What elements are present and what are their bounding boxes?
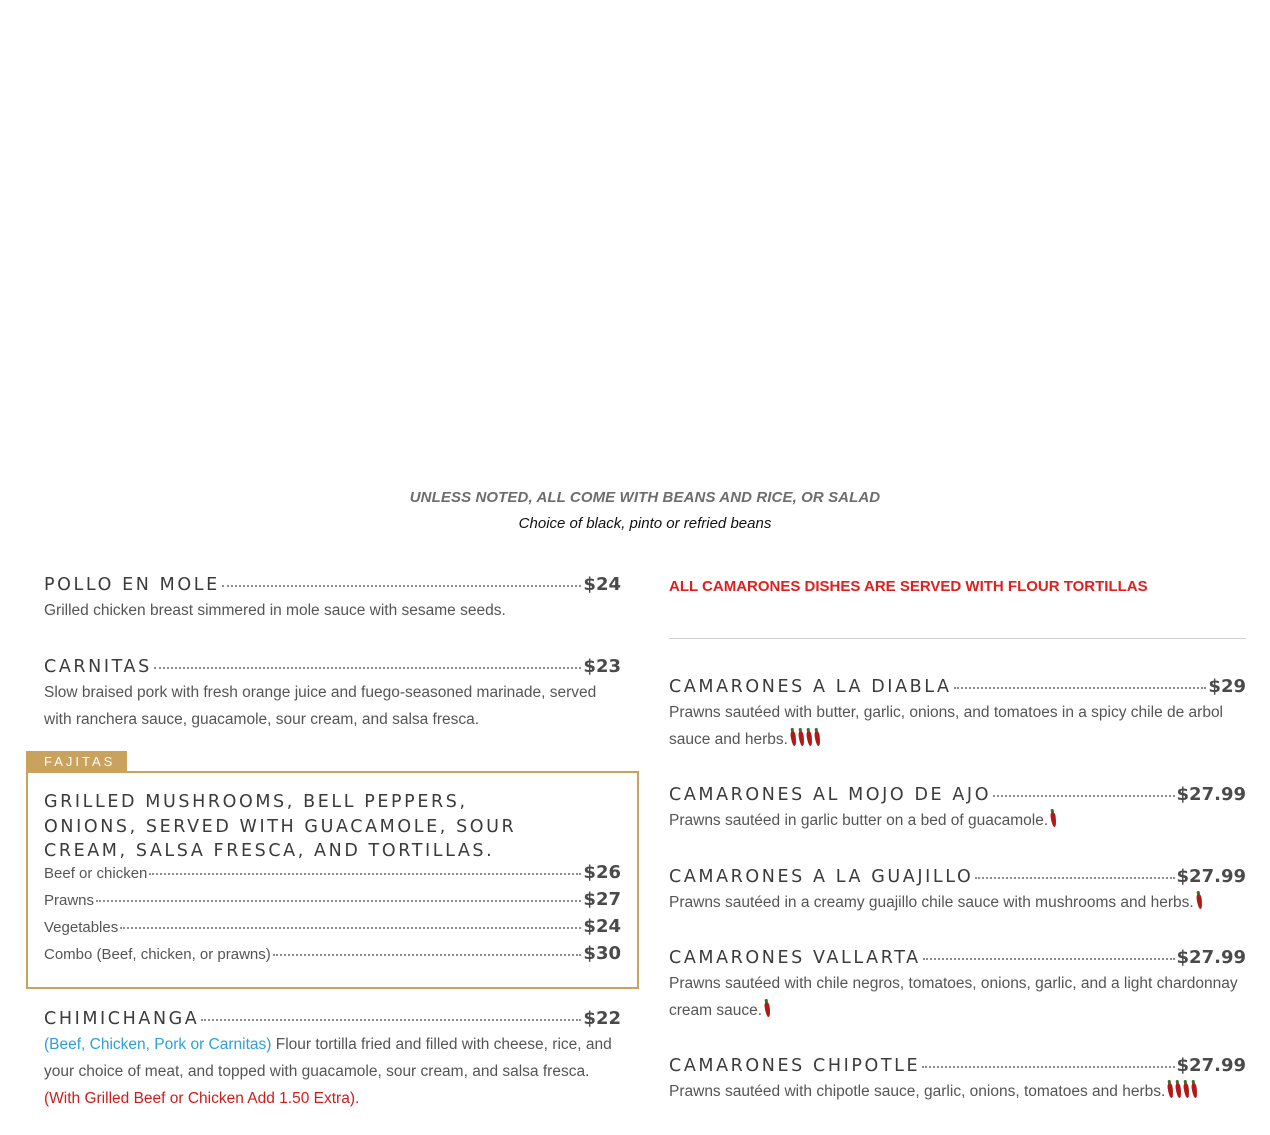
chili-pepper-icon	[798, 731, 805, 747]
dot-leader	[120, 927, 581, 929]
dot-leader	[96, 900, 581, 902]
item-price: $29	[1208, 676, 1246, 697]
menu-item-camarones-diabla	[669, 676, 1246, 753]
description-text: Prawns sautéed with butter, garlic, onions, and tomatoes in a spicy chile de arbol sauce and herbs.	[669, 704, 1224, 748]
fajitas-title: GRILLED MUSHROOMS, BELL PEPPERS, ONIONS, SERVED WITH GUACAMOLE, SOUR CREAM, SALSA FRESCA, AND TORTILLAS.	[44, 792, 517, 861]
dot-leader	[975, 877, 1174, 879]
dot-leader	[222, 585, 582, 587]
menu-item-chimichanga	[44, 1008, 621, 1112]
item-description: Slow braised pork with fresh orange juice and fuego-seasoned marinade, served with ranchera sauce, guacamole, sour cream, and salsa fresca.	[44, 684, 597, 728]
menu-item-carnitas	[44, 656, 621, 733]
spice-level	[1048, 812, 1056, 829]
item-name: CAMARONES AL MOJO DE AJO	[669, 785, 992, 805]
dot-leader	[923, 958, 1175, 960]
menu-item-pollo-en-mole	[44, 574, 621, 624]
fajitas-option-prawns	[44, 889, 621, 910]
item-description	[669, 970, 1246, 1024]
item-price: $24	[583, 574, 621, 595]
option-label: Beef or chicken	[44, 865, 148, 882]
item-name: CHIMICHANGA	[44, 1009, 200, 1029]
spice-level	[788, 731, 820, 748]
item-price: $23	[583, 656, 621, 677]
item-name: CAMARONES VALLARTA	[669, 948, 921, 968]
item-description	[669, 807, 1246, 834]
fajitas-option-beef-chicken	[44, 862, 621, 883]
item-name: POLLO EN MOLE	[44, 575, 220, 595]
menu-item-camarones-mojo-de-ajo	[669, 784, 1246, 834]
chili-pepper-icon	[806, 731, 813, 747]
chili-pepper-icon	[1050, 812, 1057, 828]
description-text: Prawns sautéed in garlic butter on a bed of guacamole.	[669, 812, 1049, 829]
chili-pepper-icon	[790, 731, 797, 747]
chili-pepper-icon	[764, 1002, 771, 1018]
dot-leader	[954, 687, 1207, 689]
item-name: CARNITAS	[44, 657, 152, 677]
dot-leader	[149, 873, 581, 875]
chili-pepper-icon	[1175, 1083, 1182, 1099]
item-description	[669, 1078, 1246, 1105]
spice-level	[762, 1002, 770, 1019]
item-price: $27.99	[1176, 1055, 1246, 1076]
item-description: Grilled chicken breast simmered in mole sauce with sesame seeds.	[44, 602, 506, 619]
section-divider	[669, 638, 1246, 639]
item-name: CAMARONES CHIPOTLE	[669, 1056, 921, 1076]
chili-pepper-icon	[1196, 894, 1203, 910]
notice-beans: Choice of black, pinto or refried beans	[518, 515, 772, 532]
dot-leader	[201, 1019, 581, 1021]
description-text: Prawns sautéed in a creamy guajillo chile sauce with mushrooms and herbs.	[669, 894, 1194, 911]
item-name: CAMARONES A LA DIABLA	[669, 677, 952, 697]
chili-pepper-icon	[1167, 1083, 1174, 1099]
option-label: Prawns	[44, 892, 95, 909]
option-label: Combo (Beef, chicken, or prawns)	[44, 946, 271, 963]
item-description	[44, 1031, 621, 1112]
menu-item-camarones-chipotle	[669, 1055, 1246, 1105]
item-name: CAMARONES A LA GUAJILLO	[669, 867, 974, 887]
option-price: $24	[583, 916, 621, 937]
description-text: Flour tortilla fried and filled with cheese, rice, and your choice of meat, and topped with guacamole, sour cream, and salsa fresca.	[44, 1036, 612, 1080]
notice-sides: UNLESS NOTED, ALL COME WITH BEANS AND RICE, OR SALAD	[409, 489, 881, 506]
menu-item-camarones-guajillo	[669, 866, 1246, 916]
option-label: Vegetables	[44, 919, 119, 936]
option-price: $26	[583, 862, 621, 883]
description-text: Prawns sautéed with chipotle sauce, garlic, onions, tomatoes and herbs.	[669, 1083, 1166, 1100]
fajitas-option-vegetables	[44, 916, 621, 937]
item-price: $27.99	[1176, 947, 1246, 968]
camarones-tortilla-note: ALL CAMARONES DISHES ARE SERVED WITH FLOUR TORTILLAS	[669, 578, 1148, 595]
dot-leader	[922, 1066, 1174, 1068]
dot-leader	[273, 954, 582, 956]
chili-pepper-icon	[814, 731, 821, 747]
chili-pepper-icon	[1183, 1083, 1190, 1099]
item-price: $27.99	[1176, 866, 1246, 887]
extra-charge-note: (With Grilled Beef or Chicken Add 1.50 Extra).	[44, 1090, 360, 1107]
option-price: $30	[583, 943, 621, 964]
item-price: $27.99	[1176, 784, 1246, 805]
fajitas-tab-label: FAJITAS	[26, 751, 127, 772]
fajitas-option-combo	[44, 943, 621, 964]
item-description	[669, 699, 1246, 753]
chili-pepper-icon	[1191, 1083, 1198, 1099]
meat-choice-note: (Beef, Chicken, Pork or Carnitas)	[44, 1036, 272, 1053]
menu-item-camarones-vallarta	[669, 947, 1246, 1024]
spice-level	[1165, 1083, 1197, 1100]
description-text: Prawns sautéed with chile negros, tomatoes, onions, garlic, and a light chardonnay cream sauce.	[669, 975, 1238, 1019]
menu-notice	[0, 489, 1270, 532]
item-price: $22	[583, 1008, 621, 1029]
option-price: $27	[583, 889, 621, 910]
dot-leader	[154, 667, 582, 669]
dot-leader	[993, 795, 1174, 797]
item-description	[669, 889, 1246, 916]
spice-level	[1194, 894, 1202, 911]
